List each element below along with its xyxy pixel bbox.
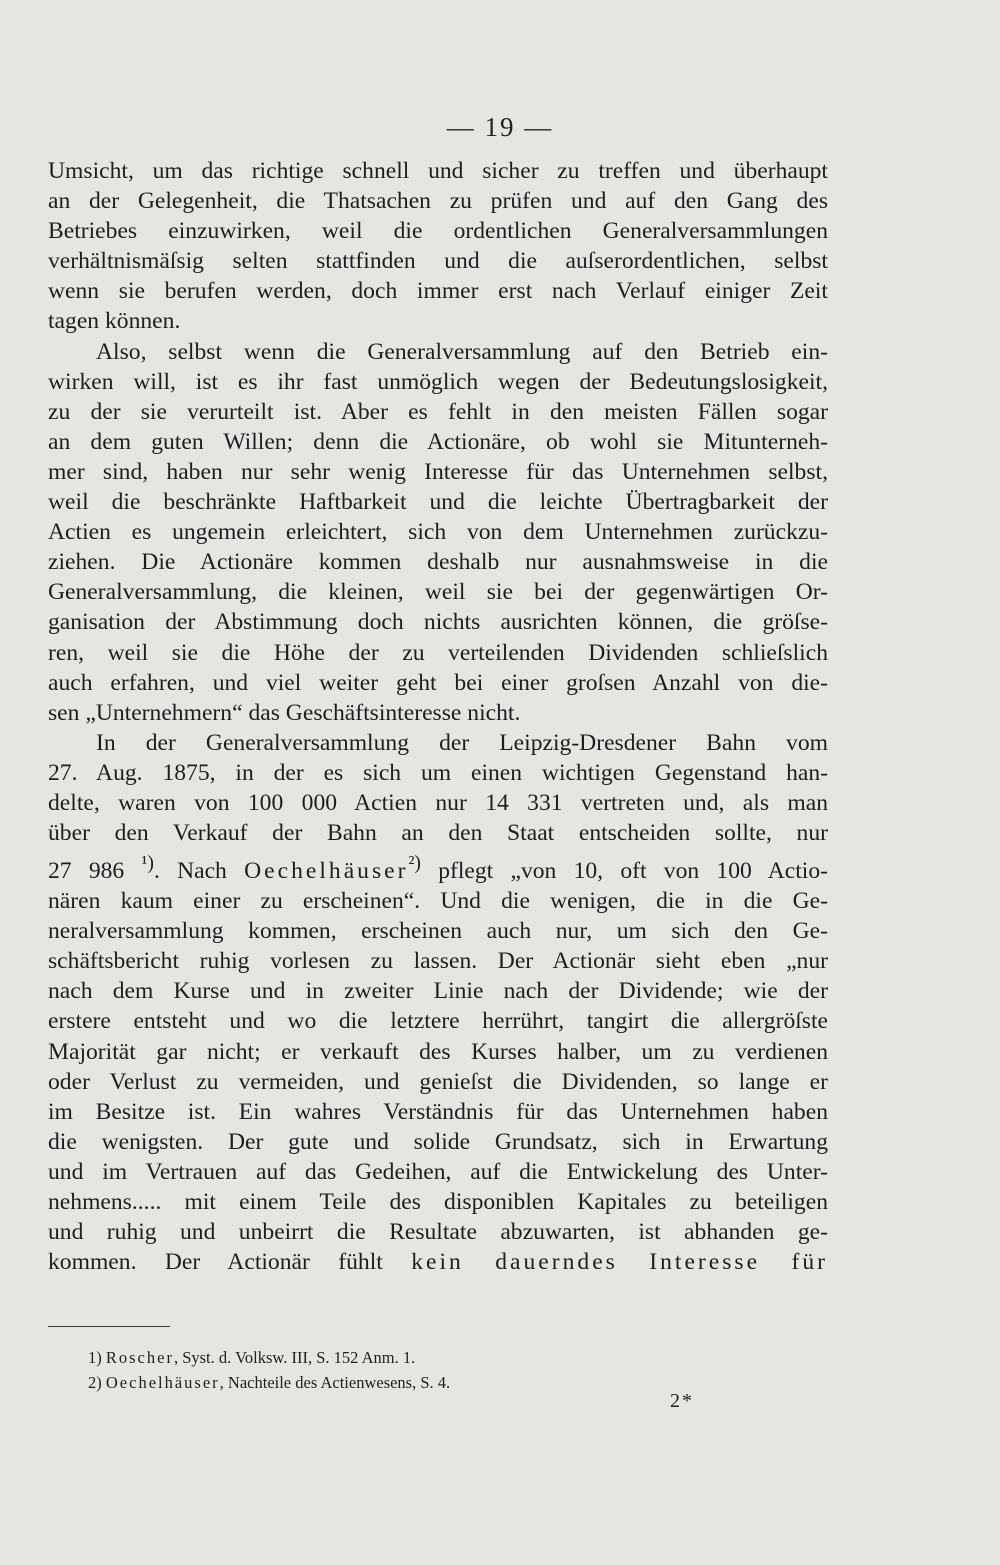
number-text: 27 986 xyxy=(48,858,142,885)
text-line: ganisation der Abstimmung doch nichts ausrichten können, die gröſse- xyxy=(48,609,828,636)
text-line: Actien es ungemein erleichtert, sich von dem Unternehmen zurückzu- xyxy=(48,519,828,546)
text-line xyxy=(48,848,828,886)
text-line: schäftsbericht ruhig vorlesen zu lassen. Der Actionär sieht eben „nur xyxy=(48,948,828,975)
footnotes xyxy=(88,1345,450,1395)
footnote-divider xyxy=(48,1326,170,1327)
author-name: Oechelhäuser xyxy=(244,858,409,885)
signature-mark: 2* xyxy=(670,1390,694,1412)
text-line: 27. Aug. 1875, in der es sich um einen wichtigen Gegenstand han- xyxy=(48,759,828,786)
footnote-author: Roscher xyxy=(105,1348,174,1367)
text-line xyxy=(48,1247,828,1277)
text-line: ren, weil sie die Höhe der zu verteilenden Dividenden schlieſslich xyxy=(48,639,828,666)
text-line: Also, selbst wenn die Generalversammlung auf den Betrieb ein- xyxy=(96,338,828,365)
body-text xyxy=(48,156,828,1277)
footnote-2 xyxy=(88,1370,450,1395)
page-number: — 19 — xyxy=(446,112,554,142)
text-line: an der Gelegenheit, die Thatsachen zu prüfen und auf den Gang des xyxy=(48,188,828,215)
footnote-text: , Syst. d. Volksw. III, S. 152 Anm. 1. xyxy=(173,1348,416,1367)
text-line: zu der sie verurteilt ist. Aber es fehlt in den meisten Fällen sogar xyxy=(48,398,828,425)
footnote-marker: 1) xyxy=(88,1348,106,1367)
text-line: und ruhig und unbeirrt die Resultate abzuwarten, ist abhanden ge- xyxy=(48,1219,828,1246)
text-line: neralversammlung kommen, erscheinen auch nur, um sich den Ge- xyxy=(48,918,828,945)
text-line: tagen können. xyxy=(48,308,181,335)
text-line: nären kaum einer zu erscheinen“. Und die wenigen, die in die Ge- xyxy=(48,888,828,915)
footnote-author: Oechelhäuser xyxy=(105,1373,220,1392)
text-line: die wenigsten. Der gute und solide Grundsatz, sich in Erwartung xyxy=(48,1128,828,1155)
text-line: wenn sie berufen werden, doch immer erst nach Verlauf einiger Zeit xyxy=(48,278,828,305)
text-line: nehmens..... mit einem Teile des disponiblen Kapitales zu beteiligen xyxy=(48,1189,828,1216)
footnote-1 xyxy=(88,1345,450,1370)
text-line: im Besitze ist. Ein wahres Verständnis für das Unternehmen haben xyxy=(48,1098,828,1125)
text-line: sen „Unternehmern“ das Geschäftsinteresse nicht. xyxy=(48,699,521,726)
text-line: Generalversammlung, die kleinen, weil sie bei der gegenwärtigen Or- xyxy=(48,579,828,606)
text-line: Umsicht, um das richtige schnell und sicher zu treffen und überhaupt xyxy=(48,158,828,184)
text-line: an dem guten Willen; denn die Actionäre, ob wohl sie Mitunterneh- xyxy=(48,428,828,455)
text-line: oder Verlust zu vermeiden, und genieſst die Dividenden, so lange er xyxy=(48,1068,828,1095)
text-line: über den Verkauf der Bahn an den Staat entscheiden sollte, nur xyxy=(48,820,828,847)
text-line: nach dem Kurse und in zweiter Linie nach der Dividende; wie der xyxy=(48,978,828,1005)
footnote-ref-2[interactable]: ²) xyxy=(408,852,421,875)
footnote-ref-1[interactable]: ¹) xyxy=(141,852,154,875)
text-line: erstere entsteht und wo die letztere herrührt, tangirt die allergröſste xyxy=(48,1008,828,1035)
text-line: ziehen. Die Actionäre kommen deshalb nur ausnahmsweise in die xyxy=(48,549,828,576)
emphasized-text: kein dauerndes Interesse für xyxy=(411,1249,828,1276)
footnote-marker: 2) xyxy=(88,1373,106,1392)
text-line: Betriebes einzuwirken, weil die ordentlichen Generalversammlungen xyxy=(48,218,828,245)
line-text: pflegt „von 10, oft von 100 Actio- xyxy=(420,858,829,885)
text-line: In der Generalversammlung der Leipzig-Dresdener Bahn vom xyxy=(96,729,828,756)
text-line: Majorität gar nicht; er verkauft des Kurses halber, um zu verdienen xyxy=(48,1038,828,1065)
text-line: delte, waren von 100 000 Actien nur 14 331 vertreten und, als man xyxy=(48,789,828,816)
line-text: kommen. Der Actionär fühlt xyxy=(48,1249,412,1276)
text-line: verhältnismäſsig selten stattfinden und die auſserordentlichen, selbst xyxy=(48,248,828,275)
footnote-text: , Nachteile des Actienwesens, S. 4. xyxy=(219,1373,451,1392)
text-line: und im Vertrauen auf das Gedeihen, auf die Entwickelung des Unter- xyxy=(48,1158,828,1185)
text-line: wirken will, ist es ihr fast unmöglich wegen der Bedeutungslosigkeit, xyxy=(48,368,828,395)
text-line: mer sind, haben nur sehr wenig Interesse für das Unternehmen selbst, xyxy=(48,458,828,485)
line-text: . Nach xyxy=(153,858,245,885)
text-line: weil die beschränkte Haftbarkeit und die leichte Übertragbarkeit der xyxy=(48,489,828,516)
text-line: auch erfahren, und viel weiter geht bei einer groſsen Anzahl von die- xyxy=(48,669,828,696)
